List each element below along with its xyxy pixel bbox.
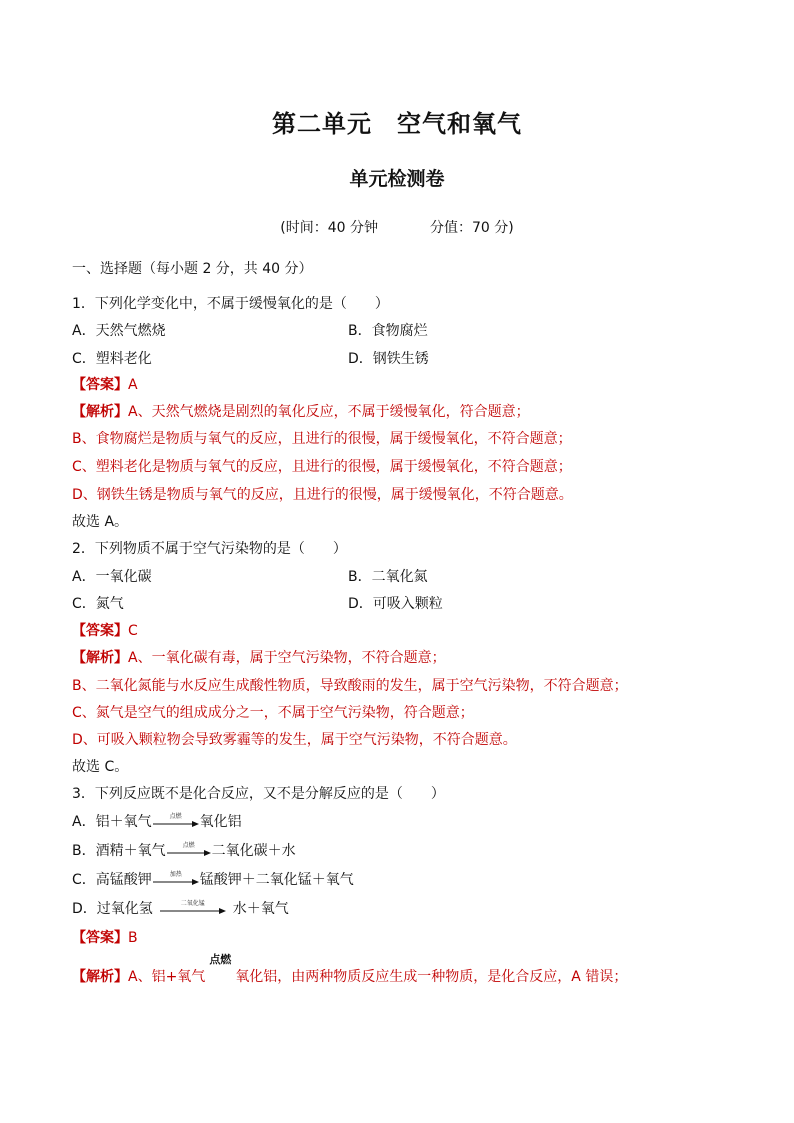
conclusion: 故选 A。 <box>72 514 129 530</box>
reaction-arrow-icon <box>159 899 227 919</box>
reactants: C．高锰酸钾 <box>72 872 152 888</box>
page-subtitle: 单元检测卷 <box>349 168 445 190</box>
products: 氧化铝 <box>199 814 242 830</box>
option-b: B．二氧化氮 <box>348 569 428 585</box>
reaction-condition: 二氧化锰 <box>180 900 205 907</box>
analysis-line: B、食物腐烂是物质与氧气的反应，且进行的很慢，属于缓慢氧化，不符合题意； <box>72 431 572 447</box>
answer-value: C <box>128 623 138 639</box>
reaction-condition: 加热 <box>169 871 182 878</box>
analysis-text: 氧化铝，由两种物质反应生成一种物质，是化合反应，A 错误； <box>235 969 628 985</box>
products: 水＋氧气 <box>232 901 289 917</box>
products: 锰酸钾＋二氧化锰＋氧气 <box>199 872 354 888</box>
option-c: C．塑料老化 <box>72 351 152 367</box>
answer-line <box>72 621 138 641</box>
option-b: B．食物腐烂 <box>348 323 428 339</box>
exam-meta <box>0 217 794 237</box>
analysis-text: A、铝+氧气 <box>128 969 206 985</box>
reactants: A．铝＋氧气 <box>72 814 152 830</box>
section-heading: 一、选择题（每小题 2 分，共 40 分） <box>72 261 313 277</box>
reaction-condition: 点燃 <box>182 842 195 849</box>
answer-tag: 【答案】 <box>72 930 128 946</box>
answer-tag: 【答案】 <box>72 623 128 639</box>
analysis-line: D、钢铁生锈是物质与氧气的反应，且进行的很慢，属于缓慢氧化，不符合题意。 <box>72 487 573 503</box>
products: 二氧化碳＋水 <box>211 843 296 859</box>
analysis-line <box>72 953 628 987</box>
option-c: C．氮气 <box>72 596 124 612</box>
question-stem: 3．下列反应既不是化合反应，又不是分解反应的是（ ） <box>72 786 445 802</box>
question-stem: 1．下列化学变化中，不属于缓慢氧化的是（ ） <box>72 296 389 312</box>
analysis-line: D、可吸入颗粒物会导致雾霾等的发生，属于空气污染物，不符合题意。 <box>72 732 517 748</box>
answer-value: A <box>128 377 138 393</box>
analysis-tag: 【解析】 <box>72 650 128 666</box>
answer-line <box>72 375 138 395</box>
analysis-tag: 【解析】 <box>72 404 128 420</box>
option-d: D．钢铁生锈 <box>348 351 429 367</box>
reaction-arrow-icon <box>152 812 200 832</box>
analysis-line: B、二氧化氮能与水反应生成酸性物质，导致酸雨的发生，属于空气污染物，不符合题意； <box>72 678 628 694</box>
reactants: D．过氧化氢 <box>72 901 153 917</box>
analysis-text: A、天然气燃烧是剧烈的氧化反应，不属于缓慢氧化，符合题意； <box>128 404 530 420</box>
option-b <box>72 841 296 861</box>
reaction-condition: 点燃 <box>169 813 182 820</box>
analysis-text: A、一氧化碳有毒，属于空气污染物，不符合题意； <box>128 650 446 666</box>
option-a <box>72 812 242 832</box>
score-total: 分值：70 分) <box>430 220 514 236</box>
option-d: D．可吸入颗粒 <box>348 596 443 612</box>
analysis-line <box>72 648 446 668</box>
analysis-tag: 【解析】 <box>72 969 128 985</box>
reaction-arrow-icon <box>152 870 200 890</box>
analysis-line: C、氮气是空气的组成成分之一，不属于空气污染物，符合题意； <box>72 705 474 721</box>
option-c <box>72 870 354 890</box>
reactants: B．酒精＋氧气 <box>72 843 166 859</box>
answer-line <box>72 928 138 948</box>
conclusion: 故选 C。 <box>72 759 129 775</box>
reaction-condition: 点燃 <box>209 953 232 966</box>
reaction-arrow-icon <box>166 841 212 861</box>
answer-tag: 【答案】 <box>72 377 128 393</box>
analysis-line <box>72 402 530 422</box>
page-title: 第二单元 空气和氧气 <box>272 110 522 138</box>
option-d <box>72 899 289 919</box>
option-a: A．天然气燃烧 <box>72 323 166 339</box>
option-a: A．一氧化碳 <box>72 569 152 585</box>
question-stem: 2．下列物质不属于空气污染物的是（ ） <box>72 541 347 557</box>
answer-value: B <box>128 930 138 946</box>
time-limit: (时间：40 分钟 <box>280 220 378 236</box>
reaction-condition-mark <box>205 953 235 987</box>
analysis-line: C、塑料老化是物质与氧气的反应，且进行的很慢，属于缓慢氧化，不符合题意； <box>72 459 572 475</box>
